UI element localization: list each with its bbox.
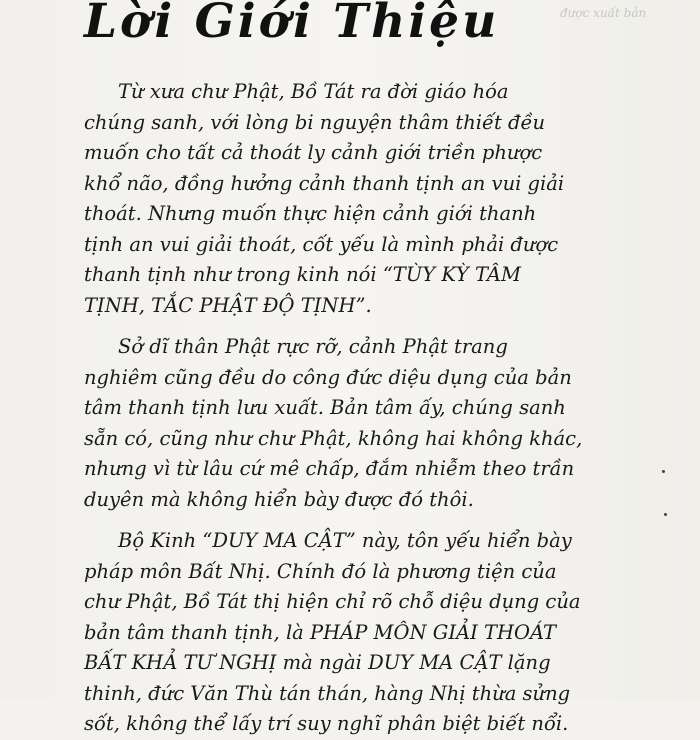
- text-line: thoát. Nhưng muốn thực hiện cảnh giới thanh: [84, 202, 537, 225]
- text-line: sẵn có, cũng như chư Phật, không hai không khác,: [84, 426, 583, 450]
- text-line: nhưng vì từ lâu cứ mê chấp, đắm nhiễm theo trần: [84, 457, 575, 480]
- text-line: chúng sanh, với lòng bi nguyện thâm thiết đều: [84, 110, 546, 134]
- text-line: duyên mà không hiển bày được đó thôi.: [84, 487, 474, 511]
- text-line: chư Phật, Bồ Tát thị hiện chỉ rõ chỗ diệu dụng của: [84, 590, 581, 613]
- bleed-through-text: được xuất bản: [560, 6, 647, 20]
- text-line: khổ não, đồng hưởng cảnh thanh tịnh an vui giải: [84, 171, 565, 195]
- body-text: [84, 77, 684, 740]
- text-line: TỊNH, TẮC PHẬT ĐỘ TỊNH”.: [84, 293, 372, 317]
- text-line: Sở dĩ thân Phật rực rỡ, cảnh Phật trang: [118, 335, 508, 358]
- paragraph: [84, 77, 684, 321]
- text-line: thinh, đức Văn Thù tán thán, hàng Nhị thừa sửng: [84, 681, 571, 705]
- text-line: muốn cho tất cả thoát ly cảnh giới triền phược: [84, 141, 543, 164]
- text-line: BẤT KHẢ TƯ NGHỊ mà ngài DUY MA CẬT lặng: [84, 651, 551, 674]
- text-line: pháp môn Bất Nhị. Chính đó là phương tiện của: [84, 559, 557, 583]
- paragraph: [84, 332, 684, 515]
- ink-speck: [664, 513, 667, 516]
- page-title: Lời Giới Thiệu: [84, 0, 500, 49]
- text-line: bản tâm thanh tịnh, là PHÁP MÔN GIẢI THOÁT: [84, 620, 557, 644]
- paragraph: [84, 526, 684, 740]
- text-line: tâm thanh tịnh lưu xuất. Bản tâm ấy, chúng sanh: [84, 396, 566, 419]
- text-line: Bộ Kinh “DUY MA CẬT” này, tôn yếu hiển bày: [118, 529, 572, 552]
- text-line: Từ xưa chư Phật, Bồ Tát ra đời giáo hóa: [118, 80, 509, 103]
- text-line: thanh tịnh như trong kinh nói “TÙY KỲ TÂM: [84, 263, 521, 286]
- text-line: sốt, không thể lấy trí suy nghĩ phân biệt biết nổi.: [84, 712, 569, 735]
- text-line: tịnh an vui giải thoát, cốt yếu là mình phải được: [84, 232, 559, 256]
- text-line: nghiêm cũng đều do công đức diệu dụng của bản: [84, 365, 572, 389]
- ink-speck: [662, 470, 665, 473]
